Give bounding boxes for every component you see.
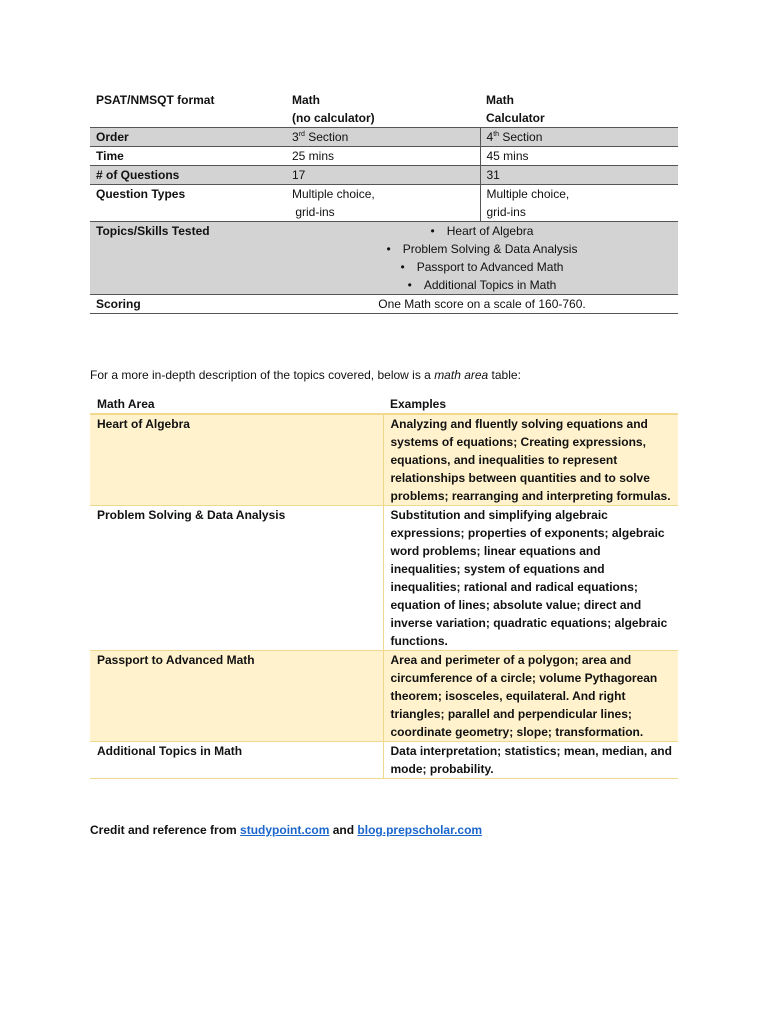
topic-item: • Heart of Algebra xyxy=(286,222,678,240)
format-row-order: Order 3rd Section 4th Section xyxy=(90,128,678,147)
format-header-math-calc: Math Calculator xyxy=(480,91,678,128)
format-row-questions: # of Questions 17 31 xyxy=(90,166,678,185)
format-table-header xyxy=(90,91,678,128)
scoring-value: One Math score on a scale of 160-760. xyxy=(286,295,678,314)
format-header-label: PSAT/NMSQT format xyxy=(90,91,286,128)
order-no-calc: 3rd Section xyxy=(286,128,480,147)
table-row: Problem Solving & Data Analysis Substitution and simplifying algebraic expressions; properties of exponents; algebraic word problems; linear equations and inequalities; system of equations and inequalities; rational and radical equations; equation of lines; absolute value; direct and inverse variation; quadratic equations; algebraic functions. xyxy=(90,506,678,651)
credit-line: Credit and reference from studypoint.com and blog.prepscholar.com xyxy=(90,823,483,837)
table-row: Heart of Algebra Analyzing and fluently solving equations and systems of equations; Creating expressions, equations, and inequalities to represent relationships between quantities and to solve problems; rearranging and interpreting formulas. xyxy=(90,414,678,506)
format-header-math-no-calc: Math (no calculator) xyxy=(286,91,480,128)
format-row-scoring: Scoring One Math score on a scale of 160-760. xyxy=(90,295,678,314)
format-row-question-types: Question Types Multiple choice, grid-ins Multiple choice, grid-ins xyxy=(90,185,678,222)
format-row-time: Time 25 mins 45 mins xyxy=(90,147,678,166)
format-table xyxy=(90,91,678,314)
table-row: Passport to Advanced Math Area and perimeter of a polygon; area and circumference of a circle; volume Pythagorean theorem; isosceles, equilateral. And right triangles; parallel and perpendicular lines; coordinate geometry; slope; transformation. xyxy=(90,651,678,742)
prepscholar-link[interactable]: blog.prepscholar.com xyxy=(357,823,483,837)
table-row: Additional Topics in Math Data interpretation; statistics; mean, median, and mode; probability. xyxy=(90,742,678,779)
format-row-topics: Topics/Skills Tested • Heart of Algebra • Problem Solving & Data Analysis • Passport to Advanced Math • Additional Topics in Math xyxy=(90,222,678,295)
math-area-header: Math Area Examples xyxy=(90,395,678,414)
intro-text: For a more in-depth description of the topics covered, below is a math area table: xyxy=(90,368,521,382)
order-calc: 4th Section xyxy=(480,128,678,147)
topics-list xyxy=(286,222,678,294)
math-area-table xyxy=(90,395,678,779)
topic-item: • Passport to Advanced Math xyxy=(286,258,678,276)
topic-item: • Additional Topics in Math xyxy=(286,276,678,294)
studypoint-link[interactable]: studypoint.com xyxy=(240,823,330,837)
topic-item: • Problem Solving & Data Analysis xyxy=(286,240,678,258)
